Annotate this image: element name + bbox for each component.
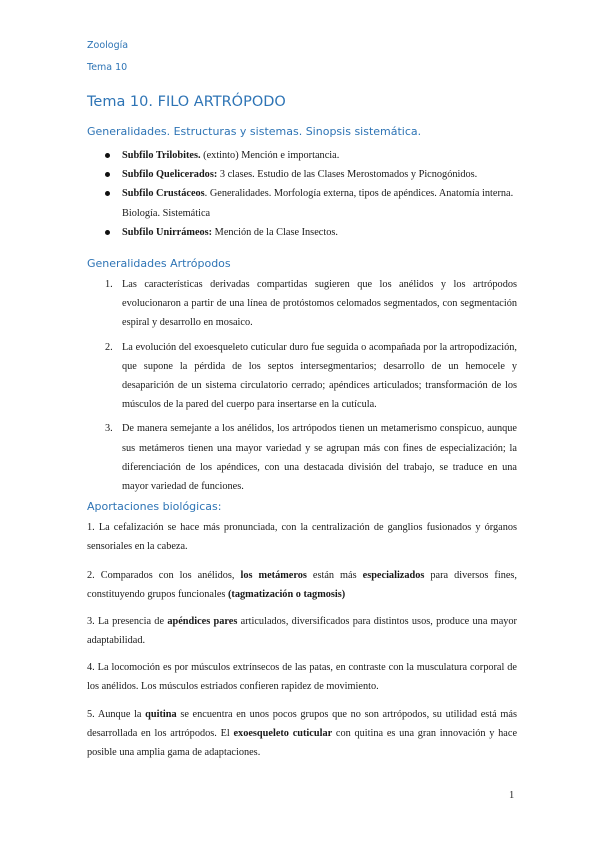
item-number: 3.	[105, 423, 113, 435]
page-title: Tema 10. FILO ARTRÓPODO	[87, 94, 286, 110]
section-heading-aportaciones: Aportaciones biológicas:	[87, 500, 222, 513]
item-number: 2.	[105, 341, 113, 353]
text-run: 5. Aunque la	[87, 709, 146, 720]
bullet-list-subfilos	[105, 146, 525, 242]
header-subject: Zoología	[87, 40, 129, 51]
bullet-icon	[105, 191, 110, 196]
item-text: De manera semejante a los anélidos, los artrópodos tienen un metamerismo conspicuo, aunque sus metámeros tienen una mayor variedad y se agrupan más con fines de especialización; la diferenciación de los apéndices, con una destacada división del trabajo, se traduce en una mayor variedad de funciones.	[122, 423, 517, 493]
item-bold: Subfilo Quelicerados:	[122, 169, 218, 181]
list-item	[105, 223, 525, 242]
item-text: Las características derivadas compartidas sugieren que los anélidos y los artrópodos evolucionaron a partir de una línea de protóstomos celomados segmentados, con segmentación espiral y desarrollo en mosaico.	[122, 279, 517, 329]
text-run: con quitina es una gran innovación y hace posible una amplia gama de adaptaciones.	[87, 728, 518, 759]
item-text: (extinto) Mención e importancia.	[200, 150, 340, 161]
list-item	[105, 419, 517, 496]
item-bold: Subfilo Unirrámeos:	[122, 226, 213, 238]
text-run-bold: exoesqueleto cuticular	[233, 728, 333, 740]
text-run: 3. La presencia de	[87, 616, 168, 627]
text-run-bold: apéndices pares	[167, 616, 238, 627]
item-text: La evolución del exoesqueleto cuticular duro fue seguida o acompañada por la artropodización, que supone la pérdida de los septos intersegmentarios; desarrollo de un hemocele y desaparición de un sistema circulatorio cerrado; apéndices articulados; transformación de los músculos de la pared del cuerpo para insertarse en la cutícula.	[122, 341, 517, 411]
item-text: Mención de la Clase Insectos.	[212, 226, 338, 238]
text-run-bold: quitina	[145, 709, 177, 720]
paragraph-4: 4. La locomoción es por músculos extrínsecos de las patas, en contraste con la musculatura corporal de los anélidos. Los músculos estriados confieren rapidez de movimiento.	[87, 662, 517, 693]
text-run: 2. Comparados con los anélidos,	[87, 570, 241, 581]
text-run: se encuentra en unos pocos grupos que no son artrópodos, su utilidad está más desarrollada en los artrópodos. El	[87, 709, 517, 740]
paragraph-5	[87, 705, 517, 763]
section-heading-generalidades: Generalidades. Estructuras y sistemas. Sinopsis sistemática.	[87, 125, 422, 138]
list-item	[105, 184, 525, 222]
section-heading-generalidades-artropodos: Generalidades Artrópodos	[87, 257, 231, 270]
text-run: para diversos fines, constituyendo grupos funcionales	[87, 570, 517, 601]
list-item	[105, 338, 517, 415]
list-item	[105, 275, 517, 333]
bullet-icon	[105, 230, 110, 235]
bullet-icon	[105, 153, 110, 158]
item-number: 1.	[105, 279, 113, 290]
header-tema: Tema 10	[87, 62, 128, 73]
item-text: . Generalidades. Morfología externa, tipos de apéndices. Anatomía interna. Biología. Sistemática	[122, 188, 514, 219]
bullet-icon	[105, 172, 110, 177]
numbered-list-generalidades	[105, 275, 517, 501]
list-item	[105, 146, 525, 165]
text-run-bold: especializados	[362, 570, 425, 581]
text-run: articulados, diversificados para distintos usos, produce una mayor adaptabilidad.	[87, 616, 517, 647]
paragraph-1: 1. La cefalización se hace más pronunciada, con la centralización de ganglios fusionados y órganos sensoriales en la cabeza.	[87, 522, 517, 553]
text-run-bold: los metámeros	[240, 570, 307, 581]
text-run: están más	[306, 570, 363, 581]
item-bold: Subfilo Crustáceos	[122, 188, 205, 200]
text-run-bold: (tagmatización o tagmosis)	[227, 589, 346, 601]
page-number: 1	[509, 790, 515, 801]
item-bold: Subfilo Trilobites.	[122, 150, 201, 161]
paragraph-2	[87, 566, 517, 604]
list-item	[105, 165, 525, 184]
paragraph-3	[87, 612, 517, 650]
item-text: 3 clases. Estudio de las Clases Merostomados y Picnogónidos.	[217, 169, 478, 181]
